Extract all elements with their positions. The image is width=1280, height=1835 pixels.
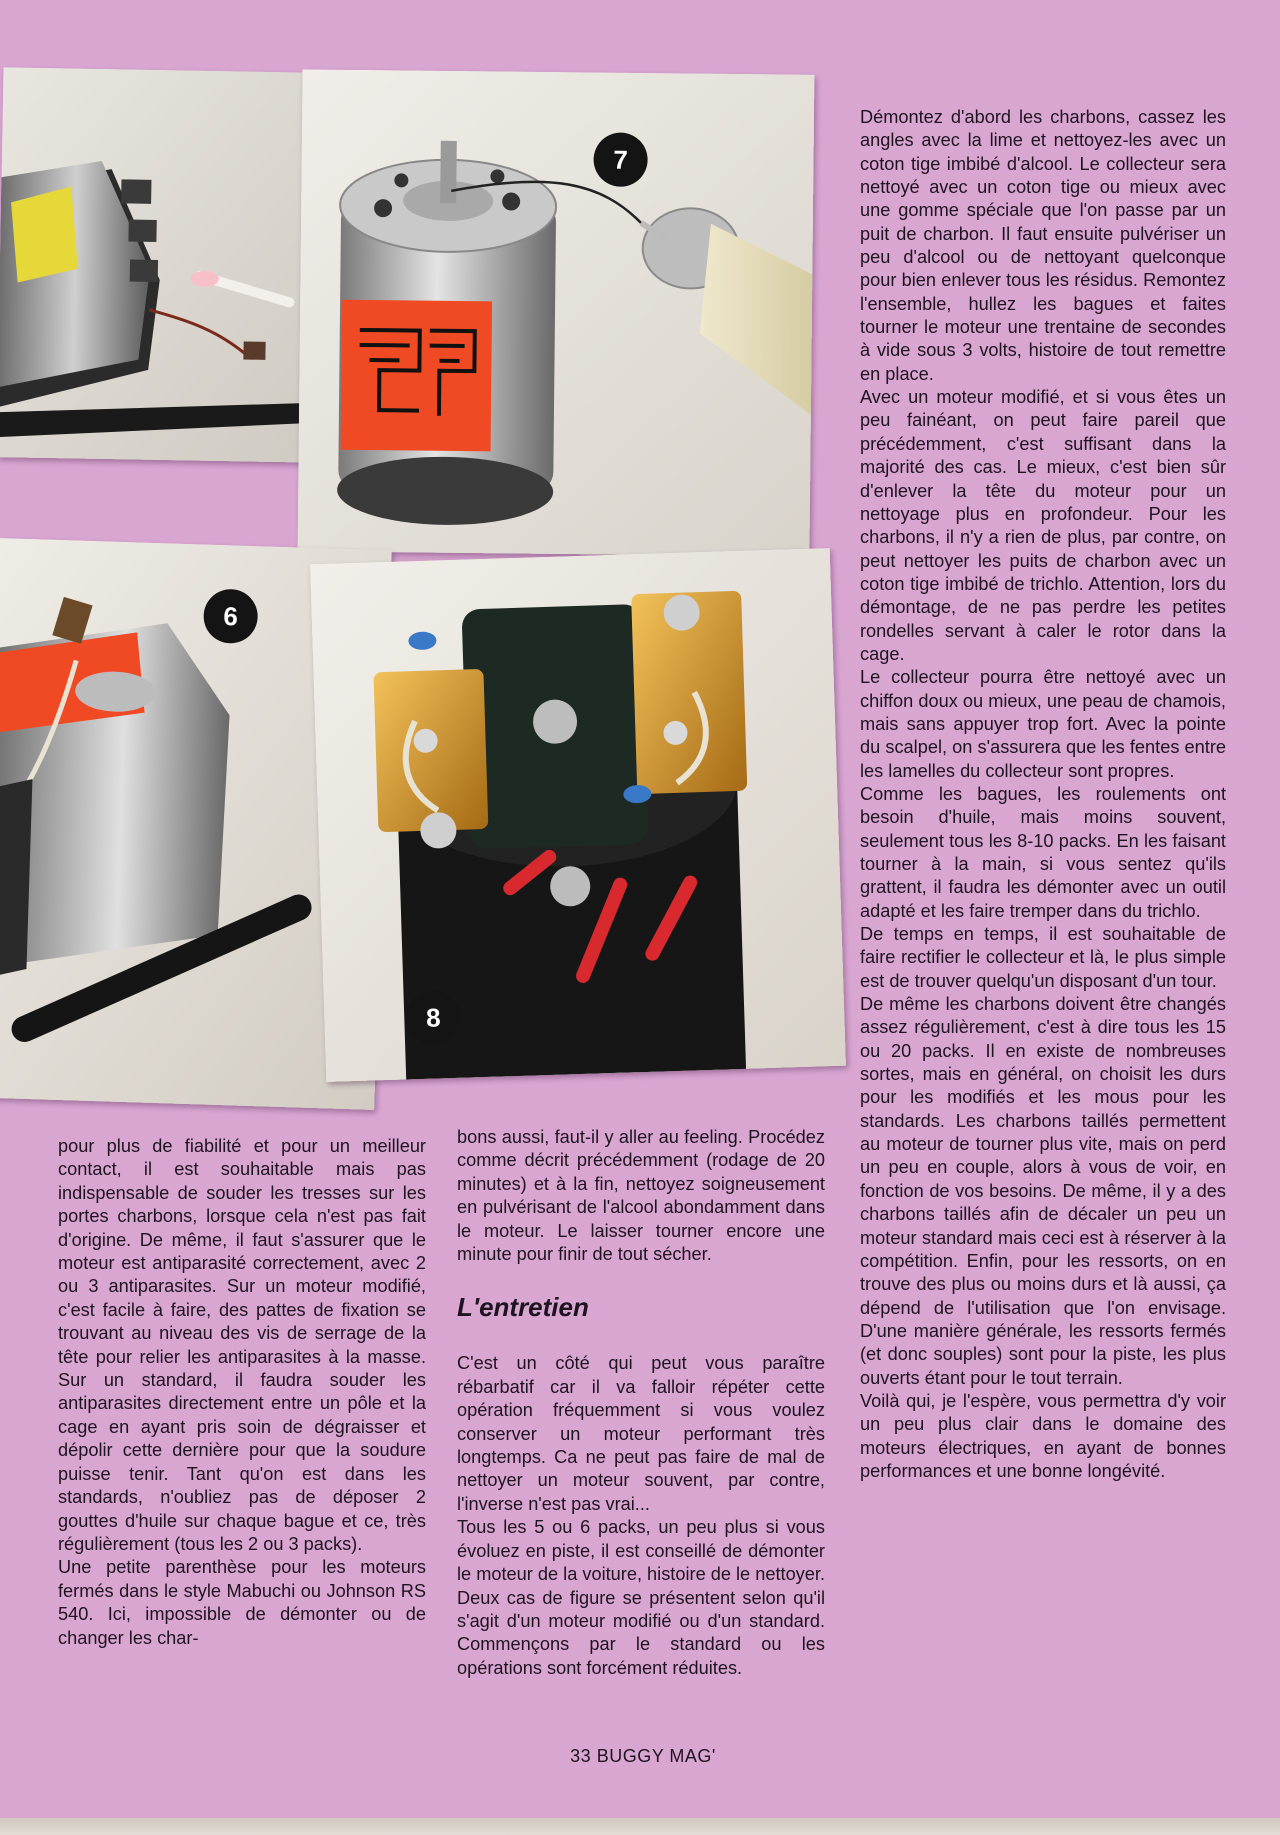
photo-number-badge-6: 6: [203, 588, 259, 644]
paragraph: Une petite parenthèse pour les moteurs fermés dans le style Mabuchi ou Johnson RS 540. Ici, impossible de démonter ou de changer les char-: [58, 1557, 426, 1648]
paragraph: pour plus de fiabilité et pour un meilleur contact, il est souhaitable mais pas indispensable de souder les tresses sur les portes charbons, lorsque cela n'est pas fait d'origine. De même, il faut s'assurer que le moteur est antiparasité correctement, avec 2 ou 3 antiparasites. Sur un moteur modifié, c'est facile à faire, des pattes de fixation se trouvant au niveau des vis de serrage de la tête pour relier les antiparasites à la masse. Sur un standard, il faudra souder les antiparasites directement entre un pôle et la cage en ayant pris soin de dégraisser et dépolir cette dernière pour que la soudure puisse tenir. Tant qu'on est dans les standards, n'oubliez pas de déposer 2 gouttes d'huile sur chaque bague et ce, très régulièrement (tous les 2 ou 3 packs).: [58, 1136, 426, 1554]
paragraph: De même les charbons doivent être changés assez régulièrement, c'est à dire tous les 15 ou 20 packs. Il en existe de nombreuses sortes, mais en général, on choisit les durs pour les modifiés et les mous pour les standards. Les charbons taillés permettent au moteur de tourner plus vite, mais on perd un peu en couple, alors à vous de voir, en fonction de vos besoins. De même, il y a des charbons taillés afin de décaler un peu un moteur standard mais ceci est à réserver à la compétition. Enfin, pour les ressorts, on en trouve des plus ou moins durs et là aussi, ça dépend de l'utilisation que l'on envisage. D'une manière générale, les ressorts fermés (et donc souples) sont pour la piste, les plus ouverts étant pour le tout terrain.: [860, 994, 1226, 1388]
photo-number-badge-8: 8: [405, 990, 461, 1046]
section-heading: L'entretien: [457, 1292, 589, 1323]
text-column-1: [58, 1135, 426, 1650]
photo-number-badge-7: 7: [593, 132, 648, 187]
paragraph: Comme les bagues, les roulements ont besoin d'huile, mais moins souvent, seulement tous les 8-10 packs. En les faisant tourner à la main, si vous sentez qu'ils grattent, il faudra les démonter avec un outil adapté et les faire tremper dans du trichlo.: [860, 783, 1226, 921]
paragraph: Le collecteur pourra être nettoyé avec un chiffon doux ou mieux, une peau de chamois, mais sans appuyer trop fort. Avec la pointe du scalpel, on s'assurera que les fentes entre les lamelles du collecteur sont propres.: [860, 667, 1226, 781]
motor-swab-illustration: [0, 67, 321, 462]
text-column-2: [457, 1126, 825, 1680]
paragraph: Tous les 5 ou 6 packs, un peu plus si vous évoluez en piste, il est conseillé de démonter le moteur de la voiture, histoire de le nettoyer. Deux cas de figure se présentent selon qu'il s'agit d'un moteur modifié ou d'un standard. Commençons par le standard ou les opérations sont forcément réduites.: [457, 1517, 825, 1678]
page-folio: 33 BUGGY MAG': [570, 1746, 716, 1766]
paragraph: Avec un moteur modifié, et si vous êtes un peu fainéant, on peut faire pareil que précédemment, c'est suffisant dans la majorité des cas. Le mieux, c'est bien sûr d'enlever la tête du moteur pour un nettoyage plus en profondeur. Pour les charbons, il n'y a rien de plus, par contre, on peut nettoyer les puits de charbon avec un coton tige imbibé de trichlo. Attention, lors du démontage, de ne pas perdre les petites rondelles servant à caler le rotor dans la cage.: [860, 387, 1226, 664]
text-column-3: [860, 106, 1226, 1483]
motor-head-illustration: [310, 548, 846, 1082]
paragraph: De temps en temps, il est souhaitable de faire rectifier le collecteur et là, le plus simple est de trouver quelqu'un disposant d'un tour.: [860, 924, 1226, 991]
motor-oiler-illustration: [297, 69, 814, 556]
paragraph: Voilà qui, je l'espère, vous permettra d'y voir un peu plus clair dans le domaine des moteurs électriques, en ayant de bonnes performances et une bonne longévité.: [860, 1390, 1226, 1481]
photo-7-motor-oiler: [297, 69, 814, 556]
photo-motor-swab: [0, 67, 321, 462]
scan-bottom-edge: [0, 1818, 1280, 1835]
paragraph: bons aussi, faut-il y aller au feeling. Procédez comme décrit précédemment (rodage de 20 minutes) et à la fin, nettoyez soigneusement en pulvérisant de l'alcool abondamment dans le moteur. Le laisser tourner encore une minute pour finir de tout sécher.: [457, 1127, 825, 1265]
paragraph: Démontez d'abord les charbons, cassez les angles avec la lime et nettoyez-les avec un coton tige imbibé d'alcool. Le collecteur sera nettoyé avec un coton tige ou mieux avec une gomme spéciale que l'on passe par un puit de charbon. Il faut ensuite pulvériser un peu d'alcool ou de nettoyant quelconque pour bien enlever tous les résidus. Remontez l'ensemble, hullez les bagues et faites tourner le moteur une trentaine de secondes à vide sous 3 volts, histoire de tout remettre en place.: [860, 107, 1226, 384]
paragraph: C'est un côté qui peut vous paraître rébarbatif car il va falloir répéter cette opération fréquemment si vous voulez conserver un moteur performant très longtemps. Ca ne peut pas faire de mal de nettoyer un moteur souvent, par contre, l'inverse n'est pas vrai...: [457, 1353, 825, 1514]
photo-8-motor-head: [310, 548, 846, 1082]
